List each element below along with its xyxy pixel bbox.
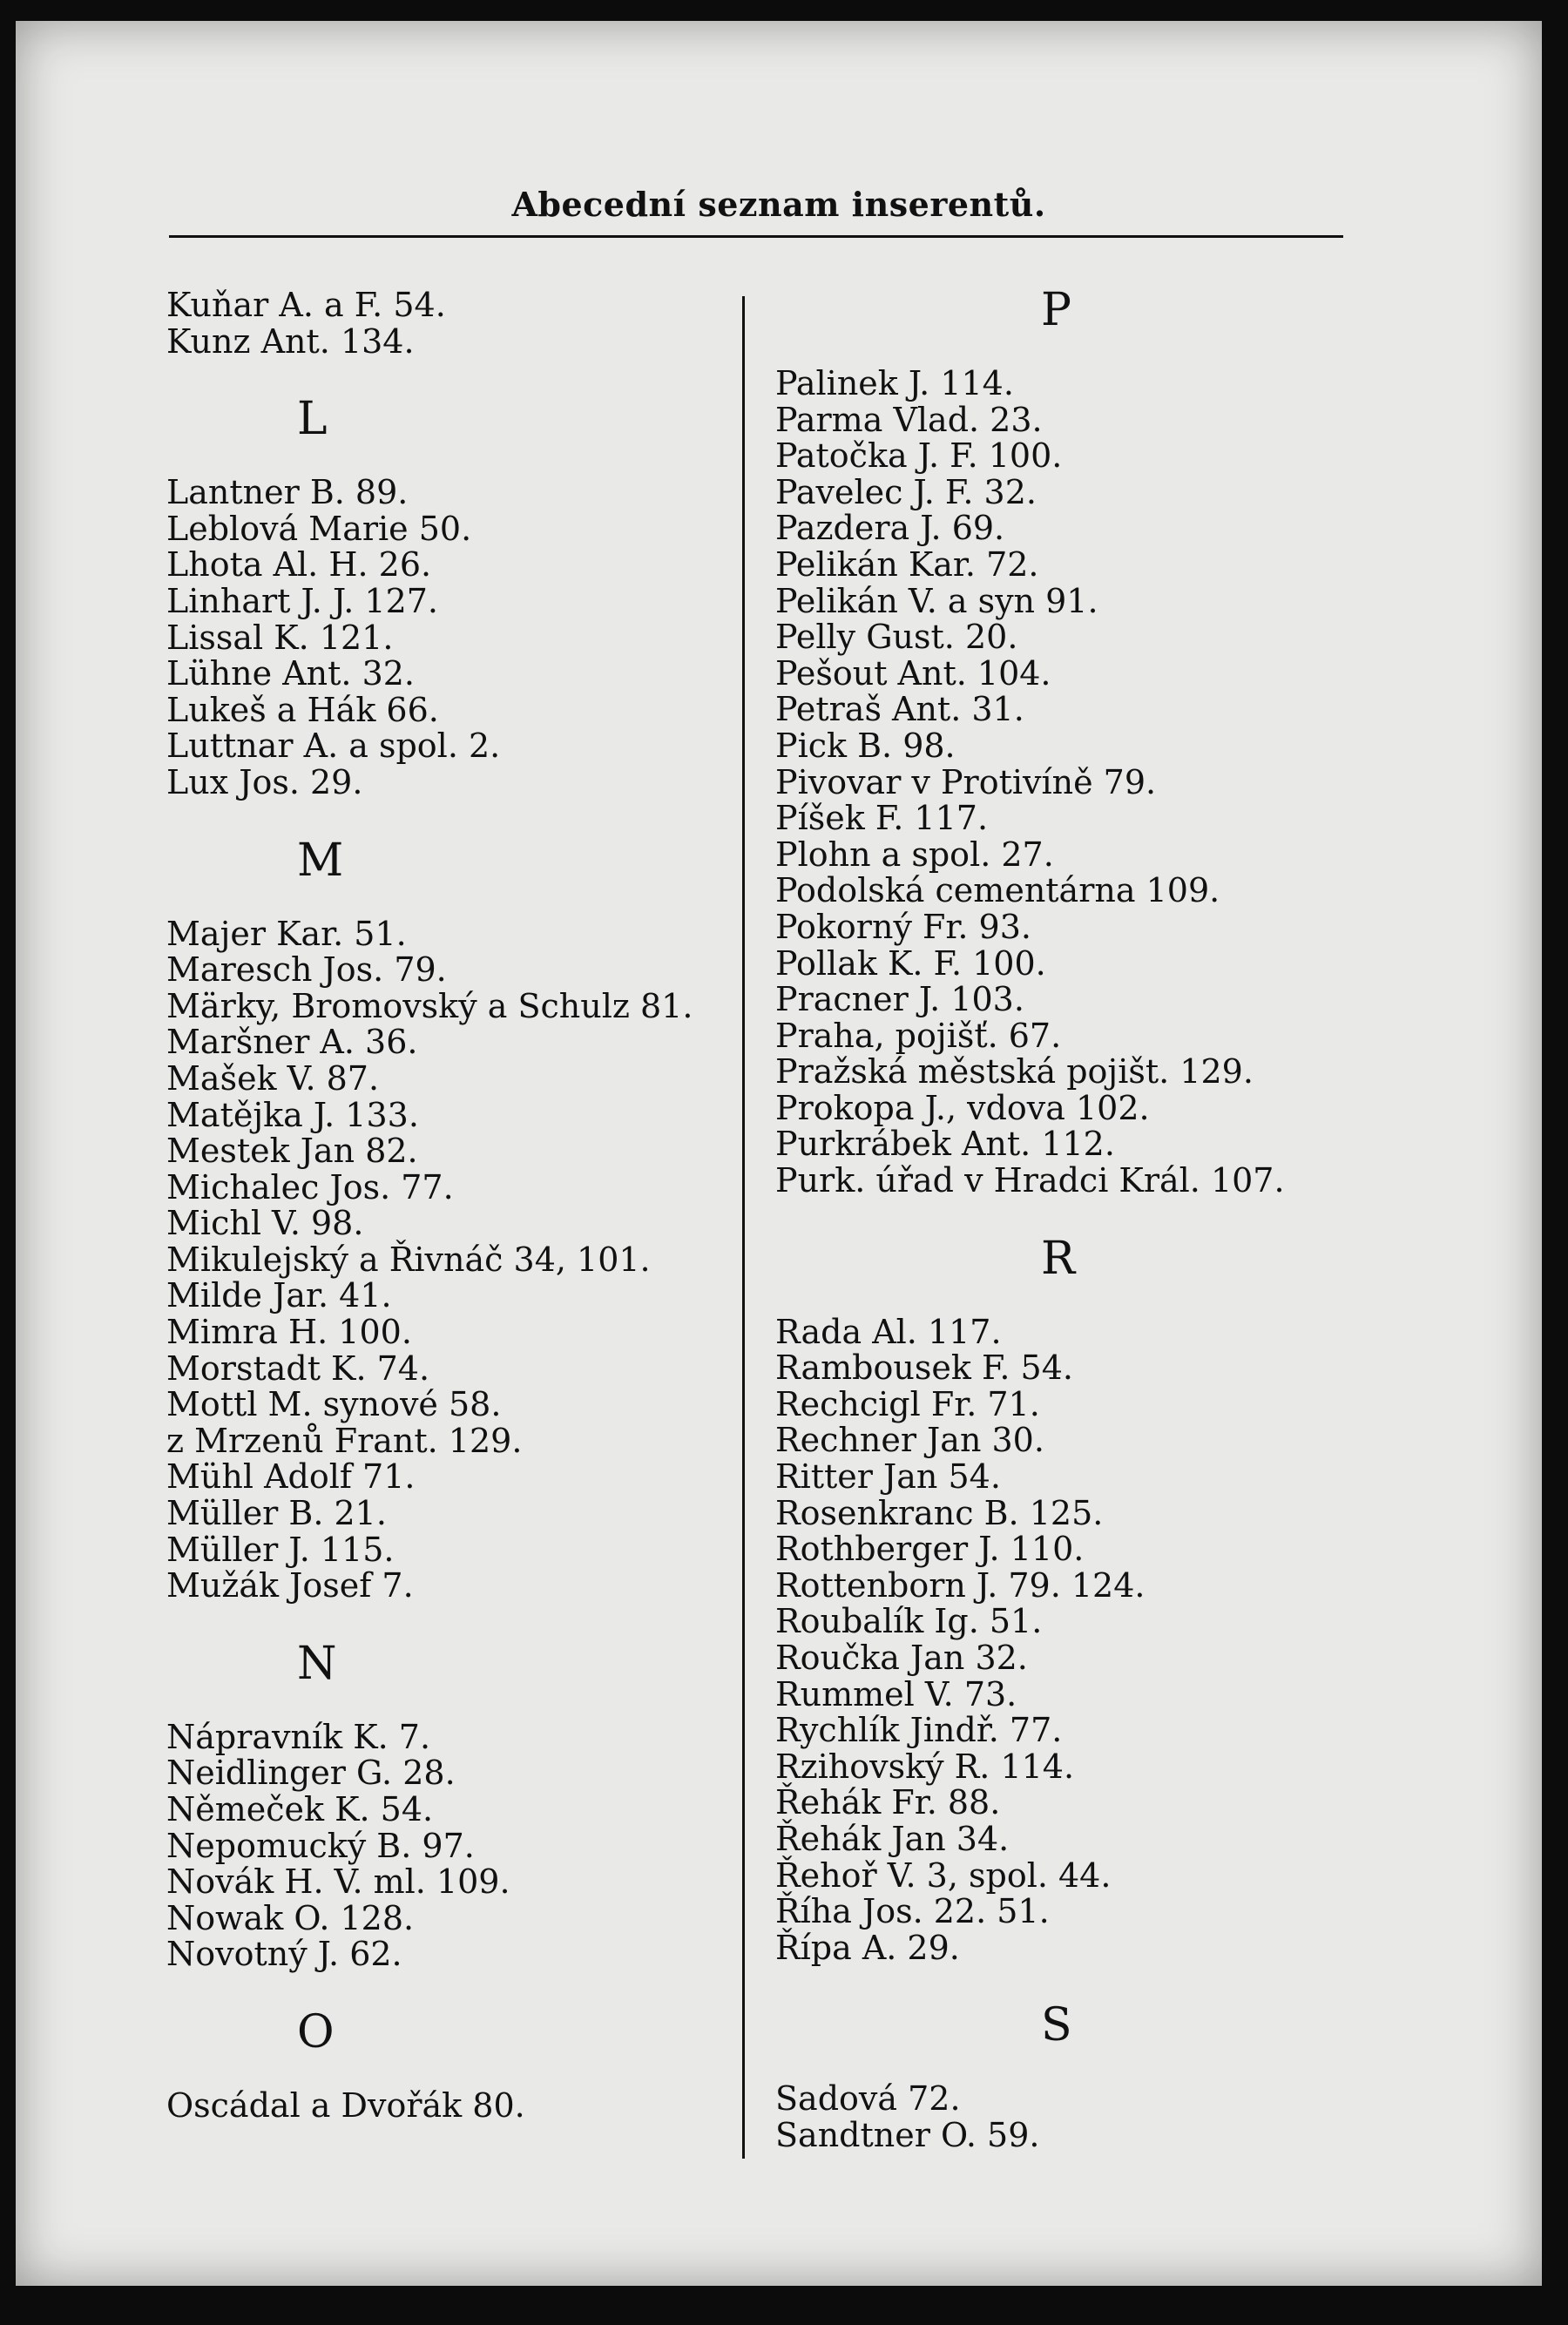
index-entry: Mašek V. 87. [166,1058,380,1098]
index-entry: Majer Kar. 51. [166,914,407,953]
index-entry: Pollak K. F. 100. [775,943,1046,983]
index-entry: Mühl Adolf 71. [166,1457,416,1497]
index-entry: Luttnar A. a spol. 2. [166,727,501,766]
document-page [16,21,1542,2286]
index-entry: Oscádal a Dvořák 80. [166,2085,525,2125]
section-letter: M [297,834,344,887]
index-entry: Neidlinger G. 28. [166,1754,456,1793]
index-entry: Mužák Josef 7. [166,1566,414,1605]
index-entry: Řehoř V. 3, spol. 44. [775,1855,1112,1895]
index-entry: Pick B. 98. [775,726,956,765]
index-entry: Rechner Jan 30. [775,1421,1044,1460]
index-entry: Pelly Gust. 20. [775,618,1018,657]
index-entry: Pazdera J. 69. [775,509,1005,548]
index-entry: Petraš Ant. 31. [775,690,1024,729]
index-entry: Ritter Jan 54. [775,1457,1001,1497]
page-title: Abecední seznam inserentů. [511,185,1046,224]
index-entry: Kuňar A. a F. 54. [166,286,446,324]
right-column [775,284,1333,2154]
index-entry: Plohn a spol. 27. [775,835,1054,874]
index-entry: Rechcigl Fr. 71. [775,1384,1040,1423]
index-entry: Linhart J. J. 127. [166,581,438,620]
index-entry: Pelikán V. a syn 91. [775,581,1098,620]
index-entry: Nepomucký B. 97. [166,1826,475,1865]
index-entry: Novotný J. 62. [166,1935,402,1974]
index-entry: Novák H. V. ml. 109. [166,1862,510,1902]
index-entry: Rosenkranc B. 125. [775,1493,1104,1532]
index-entry: Lux Jos. 29. [166,762,363,801]
section-letter: L [297,393,328,446]
index-entry: Maresch Jos. 79. [166,950,447,990]
index-entry: Matějka J. 133. [166,1095,419,1134]
index-entry: Pavelec J. F. 32. [775,472,1037,511]
index-entry: Podolská cementárna 109. [775,871,1220,910]
index-entry: Michl V. 98. [166,1204,364,1243]
index-entry: Řehák Fr. 88. [775,1783,1001,1822]
index-entry: Sadová 72. [775,2079,961,2119]
index-entry: Morstadt K. 74. [166,1348,430,1388]
index-entry: Říha Jos. 22. 51. [775,1892,1050,1931]
section-letter: R [1041,1232,1076,1285]
index-entry: Müller J. 115. [166,1530,395,1569]
index-entry: Nowak O. 128. [166,1898,415,1937]
index-entry: Maršner A. 36. [166,1023,418,1062]
index-entry: Pokorný Fr. 93. [775,907,1031,946]
index-entry: Rzihovský R. 114. [775,1747,1075,1786]
index-entry: Pivovar v Protivíně 79. [775,762,1157,801]
index-entry: Lhota Al. H. 26. [166,545,432,585]
index-entry: Rummel V. 73. [775,1674,1017,1713]
index-entry: Mestek Jan 82. [166,1132,418,1171]
index-entry: Pelikán Kar. 72. [775,544,1039,584]
index-entry: Märky, Bromovský a Schulz 81. [166,986,693,1025]
section-letter: N [297,1637,337,1690]
section-letter: S [1041,1999,1072,2052]
index-entry: Lühne Ant. 32. [166,654,415,693]
index-entry: Purkrábek Ant. 112. [775,1125,1115,1164]
section-letter: P [1041,284,1071,336]
left-column [166,287,724,2125]
section-letter: O [297,2005,335,2058]
index-entry: Milde Jar. 41. [166,1276,392,1315]
index-entry: Rada Al. 117. [775,1312,1002,1351]
index-entry: Purk. úřad v Hradci Král. 107. [775,1161,1285,1200]
index-entry: Lissal K. 121. [166,618,394,657]
index-entry: Mikulejský a Řivnáč 34, 101. [166,1240,651,1279]
index-entry: Pracner J. 103. [775,980,1024,1019]
column-divider [742,296,745,2159]
index-entry: Řípa A. 29. [775,1928,960,1967]
index-entry: Rottenborn J. 79. 124. [775,1565,1146,1605]
index-entry: Leblová Marie 50. [166,509,472,548]
index-entry: Rychlík Jindř. 77. [775,1711,1063,1750]
index-entry: Müller B. 21. [166,1494,387,1533]
index-entry: Praha, pojišť. 67. [775,1016,1062,1055]
index-entry: Roučka Jan 32. [775,1639,1028,1677]
header-rule [169,235,1343,238]
index-entry: Píšek F. 117. [775,799,989,838]
index-entry: Michalec Jos. 77. [166,1167,454,1206]
index-entry: Řehák Jan 34. [775,1819,1010,1858]
index-entry: Rambousek F. 54. [775,1348,1073,1388]
index-entry: Pražská městská pojišt. 129. [775,1052,1254,1092]
index-entry: Prokopa J., vdova 102. [775,1088,1150,1127]
index-entry: Lantner B. 89. [166,473,409,512]
index-entry: Lukeš a Hák 66. [166,690,439,729]
index-entry: Mimra H. 100. [166,1313,412,1352]
index-entry: Patočka J. F. 100. [775,436,1063,476]
index-entry: Palinek J. 114. [775,364,1014,402]
index-entry: Rothberger J. 110. [775,1530,1085,1569]
index-entry: Roubalík Ig. 51. [775,1602,1043,1641]
index-entry: Nápravník K. 7. [166,1717,431,1756]
index-entry: Parma Vlad. 23. [775,400,1043,439]
index-entry: Sandtner O. 59. [775,2115,1040,2154]
index-entry: Němeček K. 54. [166,1790,434,1828]
index-entry: Mottl M. synové 58. [166,1385,502,1424]
index-entry: Pešout Ant. 104. [775,653,1051,693]
index-entry: Kunz Ant. 134. [166,321,415,361]
index-entry: z Mrzenů Frant. 129. [166,1421,523,1460]
